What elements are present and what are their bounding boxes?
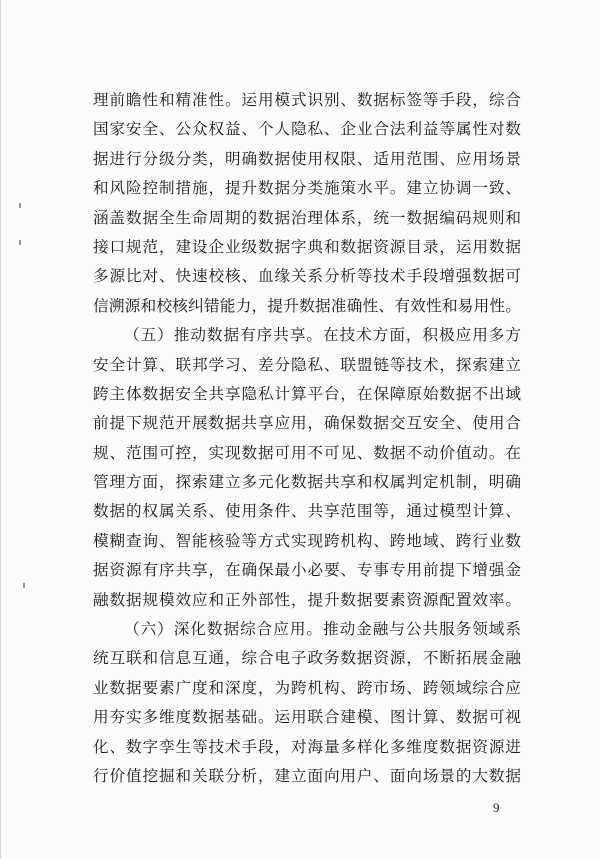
scan-mark (23, 583, 25, 588)
text-line: 前提下规范开展数据共享应用，确保数据交互安全、使用合 (93, 414, 521, 433)
text-line: 业数据要素广度和深度，为跨机构、跨市场、跨领域综合应 (93, 678, 521, 697)
text-line: 据资源有序共享，在确保最小必要、专事专用前提下增强金 (93, 561, 521, 580)
text-line: 规、范围可控，实现数据可用不可见、数据不动价值动。在 (93, 443, 521, 462)
text-line: 数据的权属关系、使用条件、共享范围等，通过模型计算、 (93, 502, 521, 521)
text-line: 涵盖数据全生命周期的数据治理体系，统一数据编码规则和 (93, 208, 521, 227)
text-line: 国家安全、公众权益、个人隐私、企业合法利益等属性对数 (93, 120, 521, 139)
text-line: 信溯源和校核纠错能力，提升数据准确性、有效性和易用性。 (93, 296, 521, 315)
text-line: 安全计算、联邦学习、差分隐私、联盟链等技术，探索建立 (93, 355, 521, 374)
text-line: 用夯实多维度数据基础。运用联合建模、图计算、数据可视 (93, 708, 521, 727)
text-line: 模糊查询、智能核验等方式实现跨机构、跨地域、跨行业数 (93, 531, 521, 550)
text-line: 跨主体数据安全共享隐私计算平台，在保障原始数据不出域 (93, 384, 521, 403)
text-line: 融数据规模效应和正外部性，提升数据要素资源配置效率。 (93, 590, 521, 609)
text-line: 行价值挖掘和关联分析，建立面向用户、面向场景的大数据 (93, 766, 521, 785)
section-heading-line: （六）深化数据综合应用。推动金融与公共服务领域系 (124, 620, 521, 639)
text-line: 化、数字孪生等技术手段，对海量多样化多维度数据资源进 (93, 737, 521, 756)
text-line: 和风险控制措施，提升数据分类施策水平。建立协调一致、 (93, 179, 521, 198)
page-number: 9 (493, 800, 500, 815)
scan-mark (19, 240, 21, 245)
text-line: 统互联和信息互通，综合电子政务数据资源，不断拓展金融 (93, 649, 521, 668)
text-line: 管理方面，探索建立多元化数据共享和权属判定机制，明确 (93, 473, 521, 492)
text-line: 多源比对、快速校核、血缘关系分析等技术手段增强数据可 (93, 267, 521, 286)
text-line: 理前瞻性和精准性。运用模式识别、数据标签等手段，综合 (93, 91, 521, 109)
body-text (93, 86, 521, 791)
text-line: 接口规范，建设企业级数据字典和数据资源目录，运用数据 (93, 237, 521, 256)
section-heading-line: （五）推动数据有序共享。在技术方面，积极应用多方 (124, 326, 521, 345)
text-line: 据进行分级分类，明确数据使用权限、适用范围、应用场景 (93, 149, 521, 168)
scan-mark (19, 203, 21, 208)
